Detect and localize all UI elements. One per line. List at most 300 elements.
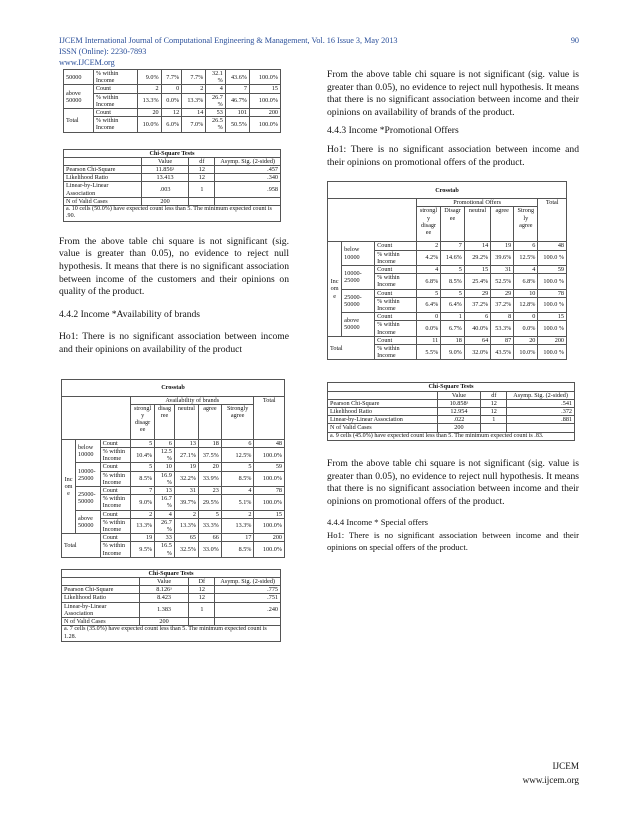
chi-square-table-promotional bbox=[327, 382, 575, 441]
table-row bbox=[328, 289, 567, 297]
table-cell: 200 bbox=[249, 109, 280, 117]
table-cell: 2 bbox=[137, 85, 161, 93]
table-cell: 2 bbox=[221, 510, 254, 518]
table-row bbox=[64, 166, 281, 174]
table-cell: 4 bbox=[416, 265, 440, 273]
table-cell: 5 bbox=[441, 289, 465, 297]
table-title-row bbox=[62, 379, 285, 396]
table-cell: 13.3% bbox=[137, 93, 161, 108]
table-cell: .372 bbox=[507, 408, 575, 416]
table-row bbox=[328, 336, 567, 344]
table-row bbox=[62, 618, 281, 626]
page-number: 90 bbox=[570, 36, 579, 45]
table-cell: 26.7 % bbox=[155, 518, 175, 533]
table-cell: 29.5% bbox=[198, 495, 221, 510]
table-cell: 200 bbox=[139, 618, 189, 626]
table-cell: 10.0% bbox=[514, 345, 538, 360]
table-cell: 20 bbox=[198, 463, 221, 471]
table-cell: 13.3% bbox=[221, 518, 254, 533]
table-cell: Linear-by-Linear Association bbox=[328, 416, 438, 424]
table-cell: 0 bbox=[514, 313, 538, 321]
table-cell: 19 bbox=[131, 534, 155, 542]
table-cell: 9.0% bbox=[441, 345, 465, 360]
row-group-label: above 50000 bbox=[342, 313, 375, 337]
crosstab-promotional-offers bbox=[327, 181, 567, 360]
table-cell: 59 bbox=[538, 265, 567, 273]
table-cell: 65 bbox=[174, 534, 198, 542]
table-cell: 8.126ᵃ bbox=[139, 586, 189, 594]
table-cell: 100.0% bbox=[254, 448, 285, 463]
table-cell: 8.5% bbox=[131, 471, 155, 486]
table-header-row bbox=[328, 391, 575, 399]
table-cell: 15 bbox=[464, 265, 490, 273]
table-title-row bbox=[328, 182, 567, 199]
table-cell: 64 bbox=[464, 336, 490, 344]
table-cell: 14 bbox=[182, 109, 206, 117]
table-cell: 100.0% bbox=[254, 471, 285, 486]
group-header: Promotional Offers bbox=[416, 199, 538, 207]
table-row bbox=[62, 602, 281, 617]
total-label: Total bbox=[62, 534, 101, 558]
table-cell: 1 bbox=[481, 416, 507, 424]
total-header: Total bbox=[538, 199, 567, 242]
table-cell: 2 bbox=[416, 242, 440, 250]
row-type-label: Count bbox=[375, 242, 417, 250]
table-row bbox=[328, 265, 567, 273]
table-row bbox=[328, 399, 575, 407]
table-title: Crosstab bbox=[328, 182, 567, 199]
table-cell: 10.4% bbox=[131, 448, 155, 463]
table-cell: Count bbox=[93, 109, 137, 117]
row-group-label: below 10000 bbox=[76, 439, 101, 463]
table-footnote: a. 9 cells (45.0%) have expected count less than 5. The minimum expected count is .83. bbox=[328, 432, 575, 440]
table-row bbox=[62, 594, 281, 602]
table-title: Chi-Square Tests bbox=[328, 383, 575, 391]
table-cell: above 50000 bbox=[64, 85, 94, 109]
table-note-row bbox=[64, 206, 281, 222]
row-type-label: Count bbox=[375, 289, 417, 297]
row-group-label: 10000- 25000 bbox=[76, 463, 101, 487]
table-cell: 6.7% bbox=[441, 321, 465, 336]
table-row bbox=[64, 93, 281, 108]
page-footer bbox=[523, 760, 579, 787]
table-cell: 100.0 % bbox=[538, 274, 567, 289]
table-cell: Count bbox=[93, 85, 137, 93]
row-type-label: % within Income bbox=[100, 542, 130, 557]
table-cell: 12.5% bbox=[221, 448, 254, 463]
row-group-label: 25000- 50000 bbox=[342, 289, 375, 313]
table-cell: 4.2% bbox=[416, 250, 440, 265]
table-row bbox=[62, 534, 285, 542]
table-row bbox=[64, 109, 281, 117]
column-header: Asymp. Sig. (2-sided) bbox=[215, 157, 281, 165]
table-cell: N of Valid Cases bbox=[328, 424, 438, 432]
table-cell: 53.3% bbox=[491, 321, 514, 336]
table-cell: 100.0 % bbox=[538, 250, 567, 265]
column-header: neutral bbox=[464, 207, 490, 242]
table-row bbox=[62, 586, 281, 594]
column-header: Strong ly agree bbox=[514, 207, 538, 242]
journal-website: www.IJCEM.org bbox=[59, 57, 115, 67]
table-cell: 39.7% bbox=[174, 495, 198, 510]
table-cell: 1 bbox=[189, 182, 215, 197]
table-cell: 48 bbox=[254, 439, 285, 447]
table-row bbox=[62, 463, 285, 471]
table-cell: 16.9 % bbox=[155, 471, 175, 486]
table-cell: 12 bbox=[189, 166, 215, 174]
table-cell: 9.0% bbox=[137, 70, 161, 85]
table-cell: 6 bbox=[155, 439, 175, 447]
column-header: Df bbox=[189, 578, 215, 586]
table-cell: 15 bbox=[538, 313, 567, 321]
table-cell: 6 bbox=[514, 242, 538, 250]
table-cell: 29 bbox=[464, 289, 490, 297]
table-cell: 100.0% bbox=[249, 70, 280, 85]
row-type-label: Count bbox=[100, 439, 130, 447]
table-cell: 13.3% bbox=[131, 518, 155, 533]
table-note-row bbox=[328, 432, 575, 440]
column-header: df bbox=[189, 157, 215, 165]
table-cell: Pearson Chi-Square bbox=[64, 166, 142, 174]
table-cell: 5 bbox=[131, 463, 155, 471]
table-cell: 37.2% bbox=[464, 297, 490, 312]
table-cell: 16.5 % bbox=[155, 542, 175, 557]
table-cell: 5.5% bbox=[416, 345, 440, 360]
table-cell: 100.0% bbox=[249, 93, 280, 108]
table-cell: 15 bbox=[249, 85, 280, 93]
table-title: Chi-Square Tests bbox=[64, 149, 281, 157]
column-header: Asymp. Sig. (2-sided) bbox=[215, 578, 281, 586]
table-cell: 8.5% bbox=[221, 471, 254, 486]
side-label: Inc om e bbox=[62, 439, 76, 533]
table-cell: 200 bbox=[141, 197, 189, 205]
table-cell: 43.5% bbox=[491, 345, 514, 360]
table-cell bbox=[215, 618, 281, 626]
table-cell: .457 bbox=[215, 166, 281, 174]
table-cell: 33.9% bbox=[198, 471, 221, 486]
table-cell: Likelihood Ratio bbox=[62, 594, 140, 602]
table-cell: 26.7 % bbox=[206, 93, 226, 108]
table-cell: 4 bbox=[155, 510, 175, 518]
table-cell: 7 bbox=[225, 85, 249, 93]
table-cell: 6.0% bbox=[161, 117, 182, 132]
row-type-label: Count bbox=[375, 336, 417, 344]
column-header bbox=[64, 157, 142, 165]
crosstab-availability bbox=[61, 379, 285, 558]
table-cell: 0.0% bbox=[161, 93, 182, 108]
row-type-label: % within Income bbox=[375, 274, 417, 289]
table-cell: .022 bbox=[437, 416, 481, 424]
table-cell: 5 bbox=[441, 265, 465, 273]
table-cell: Total bbox=[64, 109, 94, 133]
row-group-label: 25000- 50000 bbox=[76, 487, 101, 511]
table-row bbox=[64, 85, 281, 93]
table-cell: 1.383 bbox=[139, 602, 189, 617]
table-cell: 19 bbox=[174, 463, 198, 471]
table-cell: 6 bbox=[464, 313, 490, 321]
table-cell bbox=[215, 197, 281, 205]
column-header: df bbox=[481, 391, 507, 399]
table-cell: 100.0% bbox=[249, 117, 280, 132]
table-cell: Linear-by-Linear Association bbox=[64, 182, 142, 197]
table-cell: Likelihood Ratio bbox=[328, 408, 438, 416]
table-cell: Pearson Chi-Square bbox=[328, 399, 438, 407]
side-label: Inc om e bbox=[328, 242, 342, 336]
table-cell: 8.5% bbox=[221, 542, 254, 557]
table-cell: 7.7% bbox=[182, 70, 206, 85]
column-header: Value bbox=[139, 578, 189, 586]
table-cell: 12 bbox=[481, 408, 507, 416]
table-cell: 15 bbox=[254, 510, 285, 518]
table-cell: 5 bbox=[198, 510, 221, 518]
table-cell: 6.4% bbox=[416, 297, 440, 312]
hypothesis-4-4-2: Ho1: There is no significant association between income and their opinions on availability of the product bbox=[59, 331, 289, 356]
table-cell: 6 bbox=[221, 439, 254, 447]
table-cell: 10 bbox=[514, 289, 538, 297]
table-row bbox=[62, 487, 285, 495]
table-cell: 46.7% bbox=[225, 93, 249, 108]
table-cell: 13 bbox=[155, 487, 175, 495]
table-cell: 8.423 bbox=[139, 594, 189, 602]
table-cell: 100.0 % bbox=[538, 345, 567, 360]
table-cell: 100.0 % bbox=[538, 321, 567, 336]
table-cell: 100.0% bbox=[254, 495, 285, 510]
paragraph-availability-result: From the above table chi square is not significant (sig. value is greater than 0.05), no evidence to reject null hypothesis. It means that there is no significant association between income and their opinions on availability of brands of the product. bbox=[327, 69, 579, 118]
table-cell: 12.954 bbox=[437, 408, 481, 416]
table-cell: 12 bbox=[481, 399, 507, 407]
table-cell: 100.0% bbox=[254, 542, 285, 557]
table-cell: 4 bbox=[206, 85, 226, 93]
table-cell: 59 bbox=[254, 463, 285, 471]
paragraph-promotional-result: From the above table chi square is not significant (sig. value is greater than 0.05), no evidence to reject null hypothesis. It means that there is no significant association between income and their opinions on promotional offers of the product. bbox=[327, 458, 579, 507]
table-header-row bbox=[62, 578, 281, 586]
table-cell: 37.2% bbox=[491, 297, 514, 312]
table-cell: 10.0% bbox=[137, 117, 161, 132]
table-cell: 16.7 % bbox=[155, 495, 175, 510]
table-cell: 87 bbox=[491, 336, 514, 344]
table-row bbox=[328, 416, 575, 424]
section-heading-4-4-2: 4.4.2 Income *Availability of brands bbox=[59, 308, 201, 320]
table-cell: 12.8% bbox=[514, 297, 538, 312]
chi-square-table-availability bbox=[61, 569, 281, 642]
table-cell: 20 bbox=[137, 109, 161, 117]
table-row bbox=[62, 439, 285, 447]
table-cell: N of Valid Cases bbox=[64, 197, 142, 205]
table-cell: 5 bbox=[221, 463, 254, 471]
table-cell: 14 bbox=[464, 242, 490, 250]
table-cell: 18 bbox=[441, 336, 465, 344]
row-type-label: % within Income bbox=[100, 518, 130, 533]
crosstab-fragment bbox=[63, 69, 281, 133]
table-cell: 7.7% bbox=[161, 70, 182, 85]
table-footnote: a. 10 cells (50.0%) have expected count less than 5. The minimum expected count is .90. bbox=[64, 206, 281, 222]
table-cell: 31 bbox=[491, 265, 514, 273]
issn: ISSN (Online): 2230-7893 bbox=[59, 46, 147, 56]
total-label: Total bbox=[328, 336, 375, 360]
table-header-row bbox=[64, 157, 281, 165]
table-cell: 0 bbox=[161, 85, 182, 93]
table-cell: 14.6% bbox=[441, 250, 465, 265]
table-note-row bbox=[62, 626, 281, 642]
paragraph-quality-result: From the above table chi square is not significant (sig. value is greater than 0.05), no evidence to reject null hypothesis. It means that there is no significant association between income of the customers and their opinions on quality of the product. bbox=[59, 235, 289, 298]
footer-site: www.ijcem.org bbox=[522, 774, 579, 785]
table-cell: 100.0% bbox=[254, 518, 285, 533]
table-cell: 0 bbox=[416, 313, 440, 321]
table-cell: 29.2% bbox=[464, 250, 490, 265]
table-cell: 53 bbox=[206, 109, 226, 117]
footer-org: IJCEM bbox=[552, 761, 579, 771]
table-cell: 32.2% bbox=[174, 471, 198, 486]
table-cell: 12 bbox=[161, 109, 182, 117]
table-row bbox=[64, 174, 281, 182]
table-cell: 19 bbox=[491, 242, 514, 250]
row-group-label: above 50000 bbox=[76, 510, 101, 534]
table-cell: 17 bbox=[221, 534, 254, 542]
row-type-label: % within Income bbox=[375, 250, 417, 265]
table-row bbox=[328, 242, 567, 250]
table-cell: 11 bbox=[416, 336, 440, 344]
row-type-label: Count bbox=[100, 534, 130, 542]
table-cell: 10.858ᵃ bbox=[437, 399, 481, 407]
table-title: Crosstab bbox=[62, 379, 285, 396]
table-cell: 20 bbox=[514, 336, 538, 344]
table-cell: 2 bbox=[131, 510, 155, 518]
table-cell: 4 bbox=[514, 265, 538, 273]
column-header: disag ree bbox=[155, 404, 175, 439]
table-cell: 13.3% bbox=[174, 518, 198, 533]
table-cell: 7 bbox=[441, 242, 465, 250]
row-type-label: % within Income bbox=[375, 321, 417, 336]
table-cell: 33.0% bbox=[198, 542, 221, 557]
table-cell: 66 bbox=[198, 534, 221, 542]
row-group-label: 10000- 25000 bbox=[342, 265, 375, 289]
table-row bbox=[62, 510, 285, 518]
table-row bbox=[328, 424, 575, 432]
table-row bbox=[64, 197, 281, 205]
table-footnote: a. 7 cells (35.0%) have expected count less than 5. The minimum expected count is 1.28. bbox=[62, 626, 281, 642]
chi-square-table-quality bbox=[63, 149, 281, 222]
table-cell: 9.0% bbox=[131, 495, 155, 510]
table-cell: % within Income bbox=[93, 70, 137, 85]
table-cell: 26.5 % bbox=[206, 117, 226, 132]
table-cell: .775 bbox=[215, 586, 281, 594]
table-cell: 27.1% bbox=[174, 448, 198, 463]
row-group-label: below 10000 bbox=[342, 242, 375, 266]
table-cell: 101 bbox=[225, 109, 249, 117]
table-cell: 8.5% bbox=[441, 274, 465, 289]
table-cell: 5.1% bbox=[221, 495, 254, 510]
column-header: agree bbox=[491, 207, 514, 242]
table-cell: 200 bbox=[254, 534, 285, 542]
table-cell: .240 bbox=[215, 602, 281, 617]
table-cell: 2 bbox=[182, 85, 206, 93]
column-header: agree bbox=[198, 404, 221, 439]
table-cell: 7 bbox=[131, 487, 155, 495]
table-cell: 29 bbox=[491, 289, 514, 297]
table-cell bbox=[189, 197, 215, 205]
table-cell: 33.3% bbox=[198, 518, 221, 533]
column-header: Value bbox=[437, 391, 481, 399]
table-cell: N of Valid Cases bbox=[62, 618, 140, 626]
table-cell: 25.4% bbox=[464, 274, 490, 289]
row-type-label: % within Income bbox=[100, 471, 130, 486]
table-cell: 6.8% bbox=[514, 274, 538, 289]
column-header: strongl y disagr ee bbox=[416, 207, 440, 242]
table-cell: .751 bbox=[215, 594, 281, 602]
table-header-row bbox=[62, 396, 285, 404]
table-cell: 37.5% bbox=[198, 448, 221, 463]
table-cell: Linear-by-Linear Association bbox=[62, 602, 140, 617]
column-header: Strongly agree bbox=[221, 404, 254, 439]
journal-title: IJCEM International Journal of Computational Engineering & Management, Vol. 16 Issue 3, May 2013 bbox=[59, 36, 398, 45]
section-heading-4-4-3: 4.4.3 Income *Promotional Offers bbox=[327, 125, 459, 137]
row-type-label: % within Income bbox=[100, 495, 130, 510]
table-cell: 8 bbox=[491, 313, 514, 321]
table-cell: 32.5% bbox=[174, 542, 198, 557]
table-cell: Pearson Chi-Square bbox=[62, 586, 140, 594]
table-cell: 32.1 % bbox=[206, 70, 226, 85]
table-row bbox=[328, 408, 575, 416]
row-type-label: % within Income bbox=[375, 297, 417, 312]
table-header-row bbox=[328, 199, 567, 207]
table-cell: 78 bbox=[254, 487, 285, 495]
table-cell: 12 bbox=[189, 586, 215, 594]
table-cell: 31 bbox=[174, 487, 198, 495]
row-type-label: Count bbox=[100, 463, 130, 471]
row-type-label: Count bbox=[375, 313, 417, 321]
table-cell: 12 bbox=[189, 594, 215, 602]
table-cell: 23 bbox=[198, 487, 221, 495]
table-cell: 11.856ᵃ bbox=[141, 166, 189, 174]
hypothesis-4-4-3: Ho1: There is no significant association between income and their opinions on promotional offers of the product. bbox=[327, 143, 579, 168]
table-cell: 2 bbox=[174, 510, 198, 518]
table-cell: 1 bbox=[441, 313, 465, 321]
row-type-label: Count bbox=[375, 265, 417, 273]
blank-cell bbox=[62, 396, 131, 439]
table-cell: 33 bbox=[155, 534, 175, 542]
table-cell: .881 bbox=[507, 416, 575, 424]
table-cell: 13.413 bbox=[141, 174, 189, 182]
table-cell: Likelihood Ratio bbox=[64, 174, 142, 182]
group-header: Availability of brands bbox=[131, 396, 254, 404]
table-row bbox=[64, 117, 281, 132]
row-type-label: Count bbox=[100, 510, 130, 518]
left-column bbox=[59, 69, 289, 642]
table-cell: 0.0% bbox=[416, 321, 440, 336]
table-cell: 40.0% bbox=[464, 321, 490, 336]
table-cell: 4 bbox=[221, 487, 254, 495]
section-heading-4-4-4: 4.4.4 Income * Special offers bbox=[327, 517, 429, 528]
page-header bbox=[59, 36, 579, 68]
table-cell: 5 bbox=[416, 289, 440, 297]
table-cell: % within Income bbox=[93, 93, 137, 108]
table-title: Chi-Square Tests bbox=[62, 569, 281, 577]
table-cell: % within Income bbox=[93, 117, 137, 132]
table-row bbox=[328, 313, 567, 321]
table-cell: 43.6% bbox=[225, 70, 249, 85]
column-header: neutral bbox=[174, 404, 198, 439]
table-cell: 6.4% bbox=[441, 297, 465, 312]
table-cell: 200 bbox=[437, 424, 481, 432]
table-cell: 10 bbox=[155, 463, 175, 471]
column-header bbox=[328, 391, 438, 399]
table-cell bbox=[507, 424, 575, 432]
table-cell: .541 bbox=[507, 399, 575, 407]
table-row bbox=[64, 70, 281, 85]
table-cell: 6.8% bbox=[416, 274, 440, 289]
table-cell: 200 bbox=[538, 336, 567, 344]
table-cell: 100.0 % bbox=[538, 297, 567, 312]
